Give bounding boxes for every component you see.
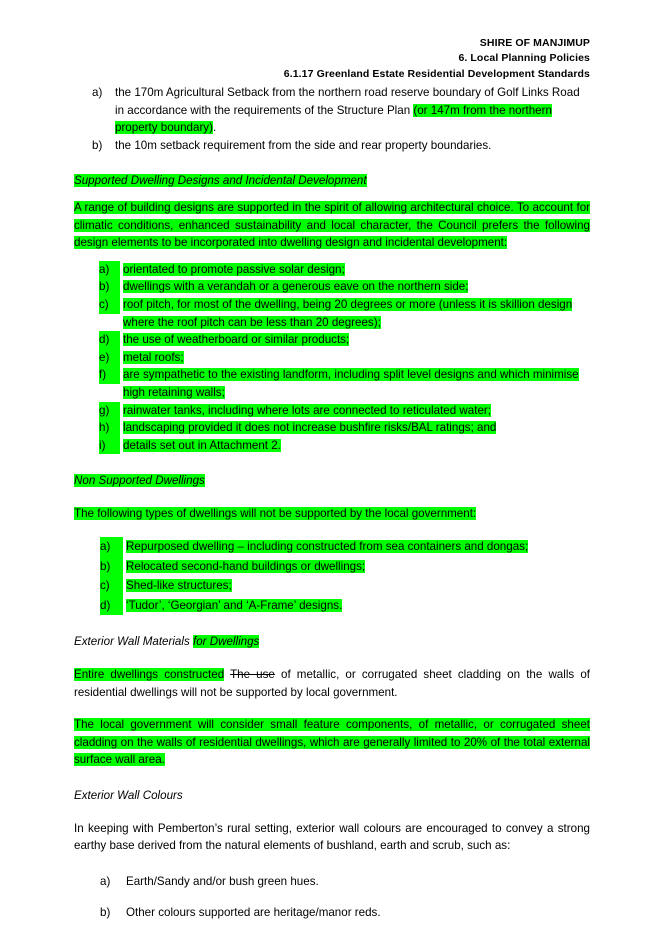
list-item-text: Relocated second-hand buildings or dwellings; — [126, 559, 366, 573]
list-item — [100, 596, 590, 616]
list-item — [100, 557, 590, 577]
list-item — [99, 419, 590, 437]
list-marker: b) — [99, 278, 120, 296]
wall-materials-heading-plain: Exterior Wall Materials — [74, 635, 193, 649]
list-item — [100, 904, 590, 922]
list-marker: a) — [92, 86, 103, 99]
setback-a-highlight: (or 147m from the northern property boundary) — [115, 103, 552, 135]
header-section: 6. Local Planning Policies — [458, 52, 590, 65]
list-item — [99, 437, 590, 455]
setback-a-plain: the 170m Agricultural Setback from the northern road reserve boundary of Golf Links Road in accordance with the requirements of the Structure Plan — [115, 86, 580, 117]
list-item — [99, 349, 590, 367]
list-item-text: details set out in Attachment 2. — [123, 438, 281, 452]
list-item — [99, 261, 590, 279]
list-item-text: are sympathetic to the existing landform, including split level designs and which minimise high retaining walls; — [123, 368, 579, 399]
wall-materials-heading-highlight: for Dwellings — [192, 635, 260, 649]
list-item-text: orientated to promote passive solar design; — [123, 262, 345, 276]
wall-materials-para-2-text: The local government will consider small feature components, of metallic, or corrugated sheet cladding on the walls of residential dwellings, which are generally limited to 20% of the total external surface wall area. — [74, 718, 590, 767]
list-item-text: Shed-like structures; — [126, 579, 232, 593]
list-marker: a) — [100, 537, 123, 557]
wall-materials-heading — [74, 633, 590, 651]
list-item — [100, 873, 590, 891]
list-marker: a) — [100, 874, 111, 888]
list-item-text: roof pitch, for most of the dwelling, being 20 degrees or more (unless it is skillion design where the roof pitch can be less than 20 degrees); — [123, 297, 573, 329]
list-marker: a) — [99, 261, 120, 279]
list-marker: b) — [92, 138, 103, 152]
list-item — [100, 537, 590, 557]
list-marker: f) — [99, 366, 120, 384]
wall-materials-para-2 — [74, 716, 590, 769]
list-marker: b) — [100, 557, 123, 577]
list-item — [100, 576, 590, 596]
list-item — [99, 366, 590, 401]
list-marker: b) — [100, 906, 111, 920]
document-header — [74, 36, 590, 82]
non-supported-heading — [74, 472, 590, 490]
list-marker: d) — [100, 596, 123, 616]
list-item — [92, 137, 590, 155]
inserted-text: Entire dwellings constructed — [74, 668, 225, 682]
list-item-text: Earth/Sandy and/or bush green hues. — [126, 874, 319, 888]
list-item-text: Other colours supported are heritage/manor reds. — [126, 906, 381, 920]
wall-colours-heading: Exterior Wall Colours — [74, 789, 183, 803]
non-supported-intro — [74, 505, 590, 523]
wall-colours-intro: In keeping with Pemberton’s rural setting, exterior wall colours are encouraged to convey a strong earthy base derived from the natural elements of bushland, earth and scrub, such as: — [74, 821, 590, 853]
supported-designs-intro — [74, 199, 590, 252]
non-supported-intro-text: The following types of dwellings will not be supported by the local government: — [74, 506, 477, 520]
document-body — [74, 84, 590, 936]
non-supported-list — [100, 537, 590, 615]
header-organisation: SHIRE OF MANJIMUP — [479, 37, 590, 49]
list-item — [99, 331, 590, 349]
list-item — [99, 402, 590, 420]
non-supported-heading-text: Non Supported Dwellings — [74, 474, 205, 488]
list-marker: i) — [99, 437, 120, 455]
wall-materials-para-1-rest: of metallic, or corrugated sheet cladding on the walls of residential dwellings will not be supported by local government. — [74, 668, 590, 699]
list-marker: c) — [99, 296, 120, 314]
list-item-text — [115, 86, 580, 134]
list-marker: c) — [100, 576, 123, 596]
setback-list — [92, 84, 590, 154]
list-marker: g) — [99, 402, 120, 420]
supported-designs-intro-text: A range of building designs are supported in the spirit of allowing architectural choice. To account for climatic conditions, enhanced sustainability and local character, the Council prefers the following design elements to be incorporated into dwelling design and incidental development: — [74, 200, 590, 250]
list-marker: e) — [99, 349, 120, 367]
list-marker: h) — [99, 419, 120, 437]
setback-a-tail: . — [212, 121, 217, 135]
list-item-text: metal roofs; — [123, 350, 184, 364]
list-item-text: Repurposed dwelling – including constructed from sea containers and dongas; — [126, 540, 529, 554]
list-item-text: rainwater tanks, including where lots are connected to reticulated water; — [123, 403, 491, 417]
supported-designs-heading-text: Supported Dwelling Designs and Incidental Development — [74, 174, 367, 188]
list-item-text: the 10m setback requirement from the side and rear property boundaries. — [115, 138, 492, 152]
wall-materials-para-1 — [74, 666, 590, 701]
list-item-text: the use of weatherboard or similar products; — [123, 333, 350, 347]
list-item-text: landscaping provided it does not increase bushfire risks/BAL ratings; and — [123, 421, 497, 435]
header-policy-title: 6.1.17 Greenland Estate Residential Development Standards — [283, 67, 590, 80]
wall-colours-list — [100, 873, 590, 922]
list-item — [92, 84, 590, 137]
deleted-text: The use — [230, 668, 275, 682]
supported-designs-heading — [74, 172, 590, 190]
list-item-text: dwellings with a verandah or a generous eave on the northern side; — [123, 280, 469, 294]
list-item-text: ‘Tudor’, ‘Georgian’ and ‘A-Frame’ designs. — [126, 598, 343, 612]
list-item — [99, 278, 590, 296]
supported-design-elements-list — [99, 261, 590, 455]
list-marker: d) — [99, 331, 120, 349]
list-item — [99, 296, 590, 331]
